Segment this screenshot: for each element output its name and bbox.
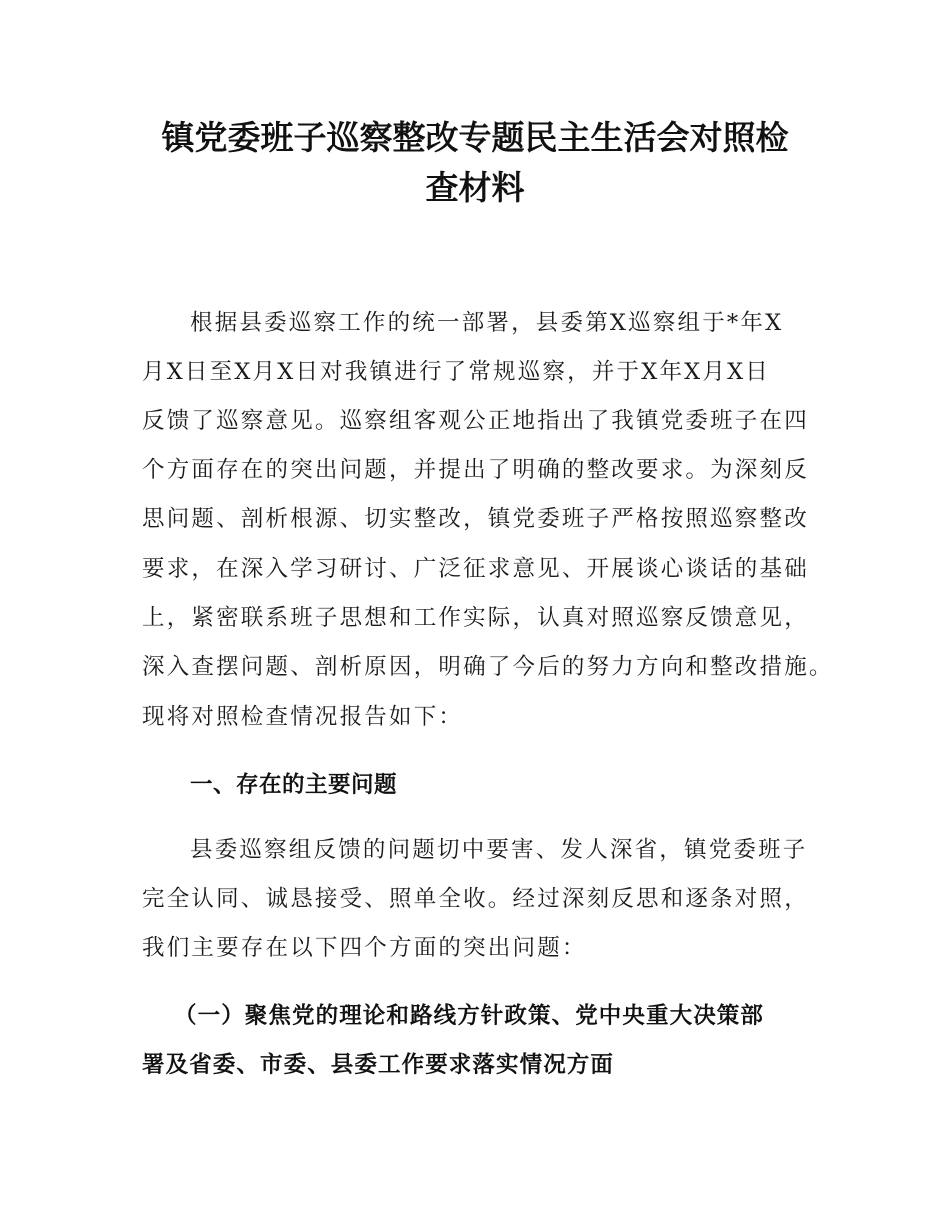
section-heading-main-problems: 一、存在的主要问题	[190, 772, 398, 798]
paragraph-line: 完全认同、诚恳接受、照单全收。经过深刻反思和逐条对照，	[142, 886, 809, 912]
paragraph-line: 月X日至X月X日对我镇进行了常规巡察，并于X年X月X日	[142, 359, 771, 385]
document-title-line-1: 镇党委班子巡察整改专题民主生活会对照检	[161, 118, 789, 157]
paragraph-line: 反馈了巡察意见。巡察组客观公正地指出了我镇党委班子在四	[142, 408, 809, 434]
paragraph-line: 根据县委巡察工作的统一部署，县委第X巡察组于*年X	[190, 310, 784, 336]
paragraph-line: 上，紧密联系班子思想和工作实际，认真对照巡察反馈意见，	[142, 605, 809, 631]
paragraph-line: 个方面存在的突出问题，并提出了明确的整改要求。为深刻反	[142, 457, 809, 483]
subsection-heading-line: （一）聚焦党的理论和路线方针政策、党中央重大决策部	[174, 1003, 765, 1029]
paragraph-line: 现将对照检查情况报告如下：	[142, 704, 464, 730]
paragraph-line: 要求，在深入学习研讨、广泛征求意见、开展谈心谈话的基础	[142, 556, 809, 582]
paragraph-line: 思问题、剖析根源、切实整改，镇党委班子严格按照巡察整改	[142, 506, 809, 532]
paragraph-line: 深入查摆问题、剖析原因，明确了今后的努力方向和整改措施。	[142, 654, 834, 680]
subsection-heading-line: 署及省委、市委、县委工作要求落实情况方面	[142, 1052, 615, 1078]
paragraph-line: 县委巡察组反馈的问题切中要害、发人深省，镇党委班子	[190, 837, 808, 863]
document-title-line-2: 查材料	[425, 168, 525, 207]
paragraph-line: 我们主要存在以下四个方面的突出问题：	[142, 935, 587, 961]
